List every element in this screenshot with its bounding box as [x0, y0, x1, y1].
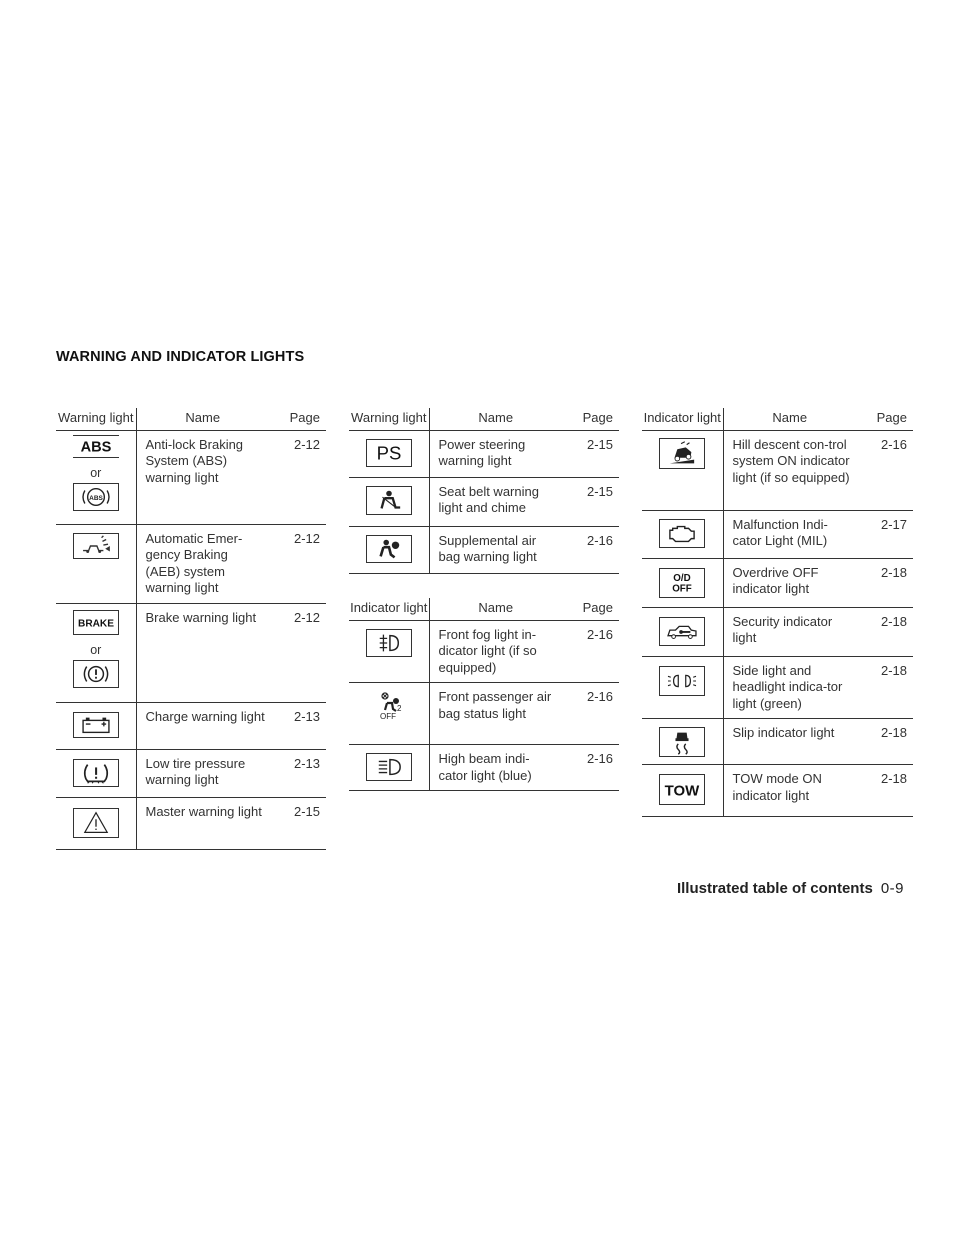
row-name: Anti-lock Braking System (ABS) warning light [136, 430, 269, 524]
front-fog-icon [366, 629, 412, 657]
row-page: 2-18 [856, 765, 913, 817]
tow-icon [659, 774, 705, 805]
abs-small-label: ABS [88, 494, 103, 502]
table-row [56, 749, 326, 797]
header-name: Name [136, 408, 269, 430]
warning-table-2 [349, 408, 619, 574]
row-page: 2-12 [269, 524, 326, 603]
abs-label: ABS [80, 439, 112, 456]
row-name: Side light and headlight indica-tor light (green) [723, 656, 856, 719]
row-name: Master warning light [136, 797, 269, 849]
header-icon: Warning light [56, 408, 136, 430]
row-page: 2-13 [269, 749, 326, 797]
aeb-icon [73, 533, 119, 559]
master-warning-icon [73, 808, 119, 838]
table-row [349, 745, 619, 791]
section-title: WARNING AND INDICATOR LIGHTS [56, 349, 305, 365]
table-row [642, 510, 913, 558]
row-page: 2-16 [562, 683, 619, 745]
brake-circle-icon [73, 660, 119, 688]
warning-table-1 [56, 408, 326, 850]
header-icon: Indicator light [349, 598, 429, 620]
or-text: or [90, 466, 102, 480]
abs-text-icon [73, 435, 119, 458]
table-row [642, 765, 913, 817]
table-header-row [56, 408, 326, 430]
indicator-table-1 [349, 598, 619, 791]
row-page: 2-13 [269, 702, 326, 749]
header-page: Page [562, 408, 619, 430]
od-off-icon [659, 568, 705, 598]
row-name: Supplemental air bag warning light [429, 526, 562, 573]
high-beam-icon [366, 753, 412, 781]
row-name: Security indicator light [723, 607, 856, 656]
row-page: 2-16 [562, 526, 619, 573]
header-icon: Warning light [349, 408, 429, 430]
indicator-table-2 [642, 408, 913, 817]
row-page: 2-16 [562, 745, 619, 791]
airbag-number-label: 2 [396, 704, 402, 713]
table-row [349, 430, 619, 477]
row-name: TOW mode ON indicator light [723, 765, 856, 817]
row-name: Seat belt warning light and chime [429, 477, 562, 526]
or-text: or [90, 643, 102, 657]
slip-icon [659, 727, 705, 757]
header-name: Name [429, 598, 562, 620]
row-page: 2-15 [562, 430, 619, 477]
row-name: Charge warning light [136, 702, 269, 749]
seat-belt-icon [366, 486, 412, 515]
hill-descent-icon [659, 438, 705, 469]
row-name: Malfunction Indi-cator Light (MIL) [723, 510, 856, 558]
header-page: Page [856, 408, 913, 430]
header-page: Page [269, 408, 326, 430]
row-page: 2-12 [269, 430, 326, 524]
row-page: 2-16 [856, 430, 913, 510]
header-icon: Indicator light [642, 408, 723, 430]
row-page: 2-16 [562, 620, 619, 683]
row-page: 2-12 [269, 603, 326, 702]
row-name: Front fog light in-dicator light (if so equipped) [429, 620, 562, 683]
table-row [56, 702, 326, 749]
table-row [349, 620, 619, 683]
table-row [642, 719, 913, 765]
table-row [56, 430, 326, 524]
row-page: 2-17 [856, 510, 913, 558]
page-footer [677, 880, 904, 897]
row-name: Slip indicator light [723, 719, 856, 765]
battery-icon [73, 712, 119, 738]
row-name: Low tire pressure warning light [136, 749, 269, 797]
row-name: Automatic Emer-gency Braking (AEB) system warning light [136, 524, 269, 603]
table-row [56, 797, 326, 849]
table-row [642, 607, 913, 656]
table-row [349, 526, 619, 573]
table-row [56, 603, 326, 702]
row-name: Hill descent con-trol system ON indicator light (if so equipped) [723, 430, 856, 510]
tow-label: TOW [664, 782, 700, 800]
row-name: Front passenger air bag status light [429, 683, 562, 745]
brake-label: BRAKE [77, 618, 114, 630]
table-header-row [642, 408, 913, 430]
security-icon [659, 617, 705, 646]
ps-label: PS [376, 442, 402, 463]
airbag-off-label: OFF [379, 712, 396, 721]
airbag-icon [366, 535, 412, 563]
row-name: Brake warning light [136, 603, 269, 702]
table-row [349, 683, 619, 745]
header-name: Name [723, 408, 856, 430]
table-row [349, 477, 619, 526]
row-page: 2-18 [856, 607, 913, 656]
tire-pressure-icon [73, 759, 119, 787]
table-row [642, 558, 913, 607]
row-name: Power steering warning light [429, 430, 562, 477]
row-page: 2-18 [856, 719, 913, 765]
row-page: 2-18 [856, 656, 913, 719]
row-page: 2-15 [269, 797, 326, 849]
abs-circle-icon [73, 483, 119, 511]
row-page: 2-15 [562, 477, 619, 526]
side-light-icon [659, 666, 705, 696]
row-name: High beam indi-cator light (blue) [429, 745, 562, 791]
passenger-airbag-off-icon [366, 691, 412, 721]
table-row [642, 430, 913, 510]
table-header-row [349, 598, 619, 620]
table-row [642, 656, 913, 719]
header-name: Name [429, 408, 562, 430]
table-header-row [349, 408, 619, 430]
footer-title: Illustrated table of contents [676, 880, 873, 897]
power-steering-icon [366, 439, 412, 467]
row-page: 2-18 [856, 558, 913, 607]
od-off-label: O/D OFF [672, 572, 693, 594]
engine-mil-icon [659, 519, 705, 548]
row-name: Overdrive OFF indicator light [723, 558, 856, 607]
header-page: Page [562, 598, 619, 620]
brake-text-icon [73, 610, 119, 635]
footer-page-number: 0-9 [880, 880, 904, 897]
table-row [56, 524, 326, 603]
